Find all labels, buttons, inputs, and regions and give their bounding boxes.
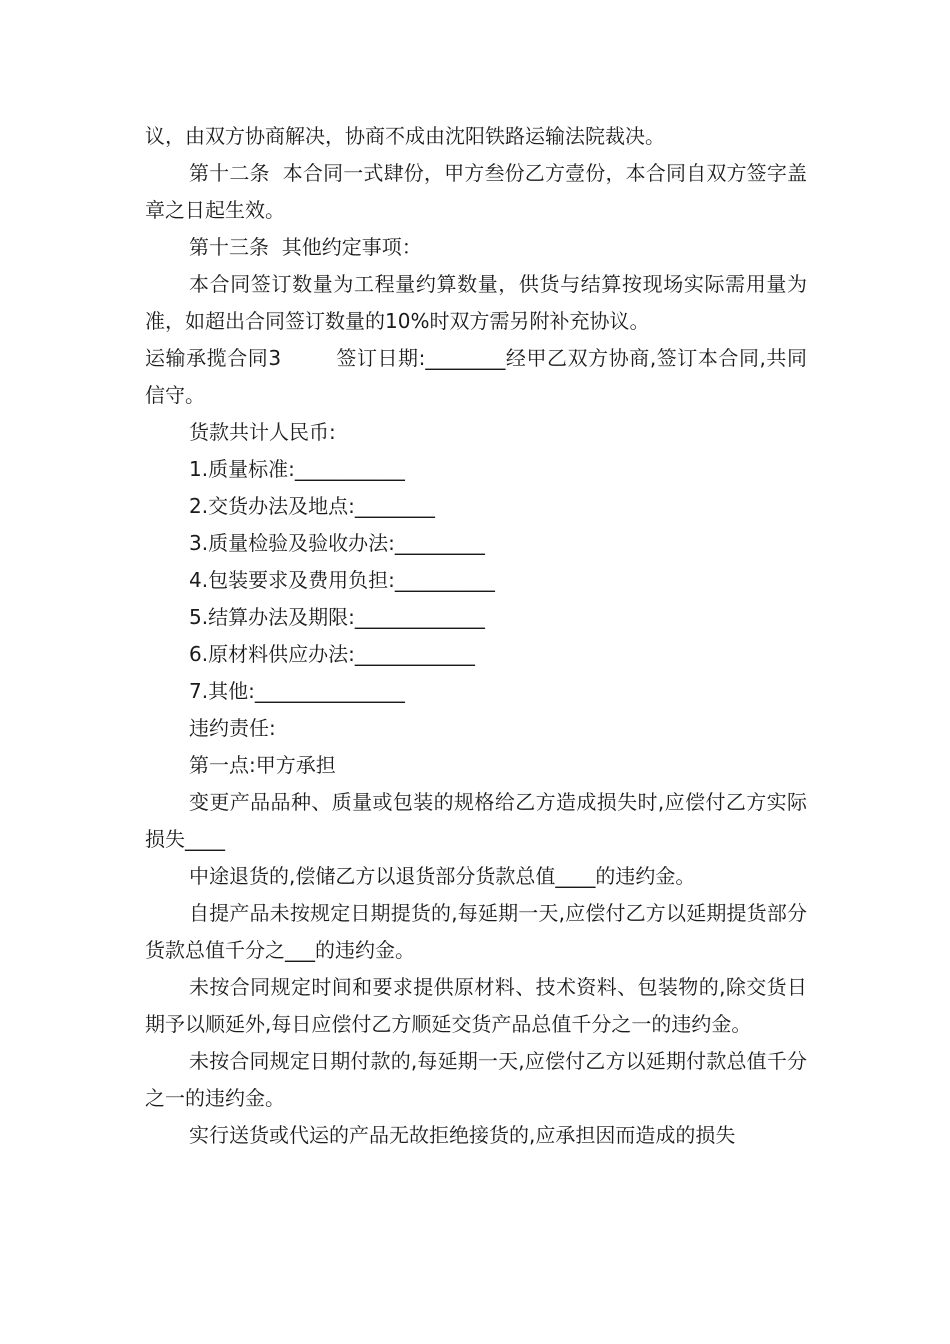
paragraph: 变更产品品种、质量或包装的规格给乙方造成损失时,应偿付乙方实际损失____	[145, 790, 807, 851]
list-item: 2.交货办法及地点:________	[189, 494, 435, 518]
paragraph: 未按合同规定日期付款的,每延期一天,应偿付乙方以延期付款总值千分之一的违约金。	[145, 1049, 807, 1110]
paragraph: 议，由双方协商解决，协商不成由沈阳铁路运输法院裁决。	[145, 124, 665, 148]
paragraph: 中途退货的,偿储乙方以退货部分货款总值____的违约金。	[189, 864, 696, 888]
paragraph: 第十三条 其他约定事项：	[189, 235, 422, 259]
list-item: 1.质量标准:___________	[189, 457, 405, 481]
paragraph: 第十二条 本合同一式肆份，甲方叁份乙方壹份，本合同自双方签字盖章之日起生效。	[145, 161, 807, 222]
paragraph: 实行送货或代运的产品无故拒绝接货的,应承担因而造成的损失	[189, 1123, 736, 1147]
list-item: 7.其他:_______________	[189, 679, 405, 703]
list-item: 4.包装要求及费用负担:__________	[189, 568, 495, 592]
paragraph: 本合同签订数量为工程量约算数量，供货与结算按现场实际需用量为准，如超出合同签订数量的10%时双方需另附补充协议。	[145, 272, 807, 333]
section-heading: 违约责任:	[189, 716, 276, 740]
document-body	[145, 118, 807, 1154]
paragraph: 第一点:甲方承担	[189, 753, 336, 777]
paragraph: 未按合同规定时间和要求提供原材料、技术资料、包装物的,除交货日期予以顺延外,每日应偿付乙方顺延交货产品总值千分之一的违约金。	[145, 975, 807, 1036]
list-item: 3.质量检验及验收办法:_________	[189, 531, 485, 555]
paragraph: 货款共计人民币:	[189, 420, 336, 444]
list-item: 6.原材料供应办法:____________	[189, 642, 475, 666]
paragraph: 自提产品未按规定日期提货的,每延期一天,应偿付乙方以延期提货部分货款总值千分之___的违约金。	[145, 901, 807, 962]
list-item: 5.结算办法及期限:_____________	[189, 605, 485, 629]
paragraph: 运输承揽合同3 签订日期:________经甲乙双方协商,签订本合同,共同信守。	[145, 346, 807, 407]
